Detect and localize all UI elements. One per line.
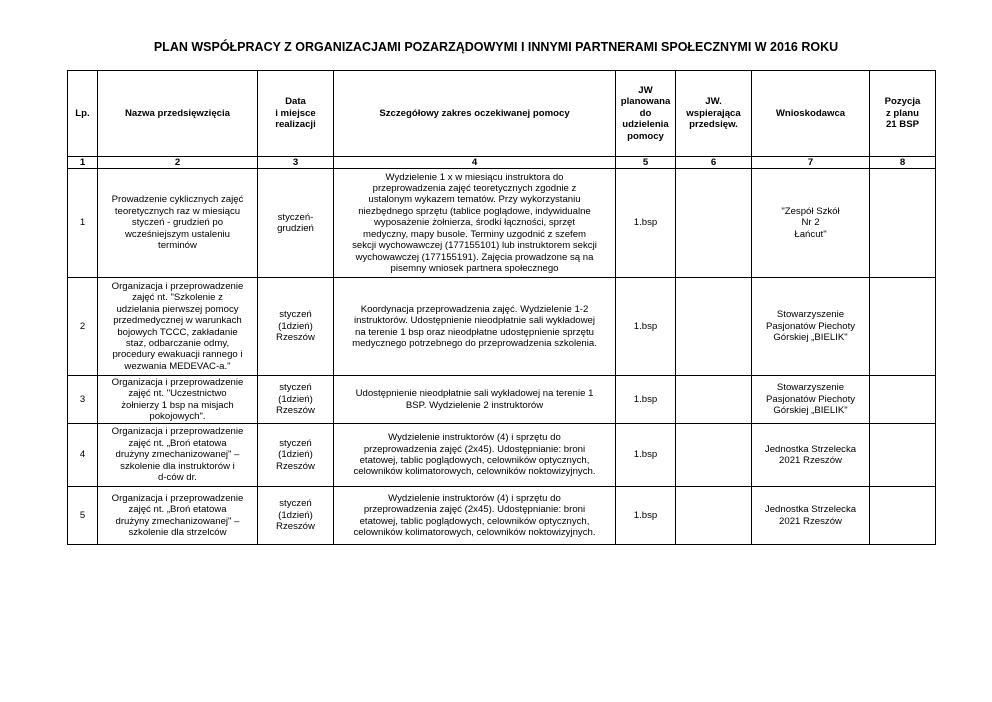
column-number-row: [68, 157, 936, 169]
cell-zakres: Udostępnienie nieodpłatnie sali wykładowej na terenie 1 BSP. Wydzielenie 2 instruktorów: [334, 376, 616, 424]
column-number: 6: [676, 157, 752, 169]
cell-jw-wspierajaca: [676, 424, 752, 487]
column-number: 3: [258, 157, 334, 169]
header-wnioskodawca: Wnioskodawca: [752, 71, 870, 157]
header-zakres: Szczegółowy zakres oczekiwanej pomocy: [334, 71, 616, 157]
cell-lp: 4: [68, 424, 98, 487]
cell-zakres: Wydzielenie 1 x w miesiącu instruktora do przeprowadzenia zajęć teoretycznych zgodnie z ustalonym wykazem tematów. Przy wykorzystaniu niezbędnego sprzętu (tablice poglądowe, indywidualne wyposażenie żołnierza, środki łączności, sprzęt medyczny, mapy busole. Terminy uzgodnić z szefem sekcji wychowawczej (177155101) lub instruktorem sekcji wychowawczej (177155191). Zajęcia prowadzone są na pisemny wniosek partnera społecznego: [334, 169, 616, 278]
header-nazwa: Nazwa przedsięwzięcia: [98, 71, 258, 157]
cell-wnioskodawca: "Zespół Szkół Nr 2 Łańcut": [752, 169, 870, 278]
cell-pozycja: [870, 424, 936, 487]
cell-wnioskodawca: Stowarzyszenie Pasjonatów Piechoty Górskiej „BIELIK": [752, 376, 870, 424]
table-row: [68, 376, 936, 424]
cell-lp: 5: [68, 487, 98, 545]
cell-nazwa: Organizacja i przeprowadzenie zajęć nt. "Uczestnictwo żołnierzy 1 bsp na misjach pokojowych".: [98, 376, 258, 424]
cell-nazwa: Organizacja i przeprowadzenie zajęć nt. „Broń etatowa drużyny zmechanizowanej" – szkolenie dla strzelców: [98, 487, 258, 545]
cell-jw-wspierajaca: [676, 169, 752, 278]
cell-data: styczeń (1dzień) Rzeszów: [258, 424, 334, 487]
cell-wnioskodawca: Jednostka Strzelecka 2021 Rzeszów: [752, 424, 870, 487]
cell-zakres: Wydzielenie instruktorów (4) i sprzętu do przeprowadzenia zajęć (2x45). Udostępnianie: broni etatowej, tablic poglądowych, celowników optycznych, celowników kolimatorowych, celowników noktowizyjnych.: [334, 487, 616, 545]
cell-nazwa: Organizacja i przeprowadzenie zajęć nt. „Broń etatowa drużyny zmechanizowanej" – szkolenie dla instruktorów i d-ców dr.: [98, 424, 258, 487]
cell-jw: 1.bsp: [616, 376, 676, 424]
column-number: 8: [870, 157, 936, 169]
header-jw-wspierajaca: JW. wspierająca przedsięw.: [676, 71, 752, 157]
column-number: 2: [98, 157, 258, 169]
table-row: [68, 169, 936, 278]
table-row: [68, 487, 936, 545]
cell-lp: 2: [68, 278, 98, 376]
cell-data: styczeń- grudzień: [258, 169, 334, 278]
header-data: Data i miejsce realizacji: [258, 71, 334, 157]
cell-jw: 1.bsp: [616, 278, 676, 376]
cell-wnioskodawca: Jednostka Strzelecka 2021 Rzeszów: [752, 487, 870, 545]
cell-pozycja: [870, 487, 936, 545]
header-lp: Lp.: [68, 71, 98, 157]
cell-pozycja: [870, 278, 936, 376]
cell-nazwa: Organizacja i przeprowadzenie zajęć nt. "Szkolenie z udzielania pierwszej pomocy przedmedycznej w warunkach bojowych TCCC, zakładanie staz, odbarczanie odmy, procedury ewakuacji rannego i wezwania MEDEVAC-a.": [98, 278, 258, 376]
column-number: 4: [334, 157, 616, 169]
cell-zakres: Koordynacja przeprowadzenia zajęć. Wydzielenie 1-2 instruktorów. Udostępnienie nieodpłatnie sali wykładowej na terenie 1 bsp oraz nieodpłatne udostępnienie sprzętu medycznego potrzebnego do przeprowadzenia szkolenia.: [334, 278, 616, 376]
table-row: [68, 278, 936, 376]
cell-wnioskodawca: Stowarzyszenie Pasjonatów Piechoty Górskiej „BIELIK": [752, 278, 870, 376]
cell-data: styczeń (1dzień) Rzeszów: [258, 278, 334, 376]
column-number: 1: [68, 157, 98, 169]
document-title: PLAN WSPÓŁPRACY Z ORGANIZACJAMI POZARZĄDOWYMI I INNYMI PARTNERAMI SPOŁECZNYMI W 2016 ROKU: [153, 40, 839, 54]
cell-data: styczeń (1dzień) Rzeszów: [258, 376, 334, 424]
column-number: 5: [616, 157, 676, 169]
cell-data: styczeń (1dzień) Rzeszów: [258, 487, 334, 545]
cell-lp: 1: [68, 169, 98, 278]
cell-jw-wspierajaca: [676, 487, 752, 545]
header-pozycja: Pozycja z planu 21 BSP: [870, 71, 936, 157]
cell-nazwa: Prowadzenie cyklicznych zajęć teoretycznych raz w miesiącu styczeń - grudzień po wcześniejszym ustaleniu terminów: [98, 169, 258, 278]
cell-jw-wspierajaca: [676, 278, 752, 376]
header-row: [68, 71, 936, 157]
cell-pozycja: [870, 376, 936, 424]
cell-pozycja: [870, 169, 936, 278]
cell-jw: 1.bsp: [616, 169, 676, 278]
cell-jw: 1.bsp: [616, 424, 676, 487]
cell-zakres: Wydzielenie instruktorów (4) i sprzętu do przeprowadzenia zajęć (2x45). Udostępnianie: broni etatowej, tablic poglądowych, celowników optycznych, celowników kolimatorowych, celowników noktowizyjnych.: [334, 424, 616, 487]
cell-jw: 1.bsp: [616, 487, 676, 545]
cell-jw-wspierajaca: [676, 376, 752, 424]
header-jw: JW planowana do udzielenia pomocy: [616, 71, 676, 157]
column-number: 7: [752, 157, 870, 169]
cooperation-plan-table: [67, 70, 936, 545]
table-row: [68, 424, 936, 487]
cell-lp: 3: [68, 376, 98, 424]
